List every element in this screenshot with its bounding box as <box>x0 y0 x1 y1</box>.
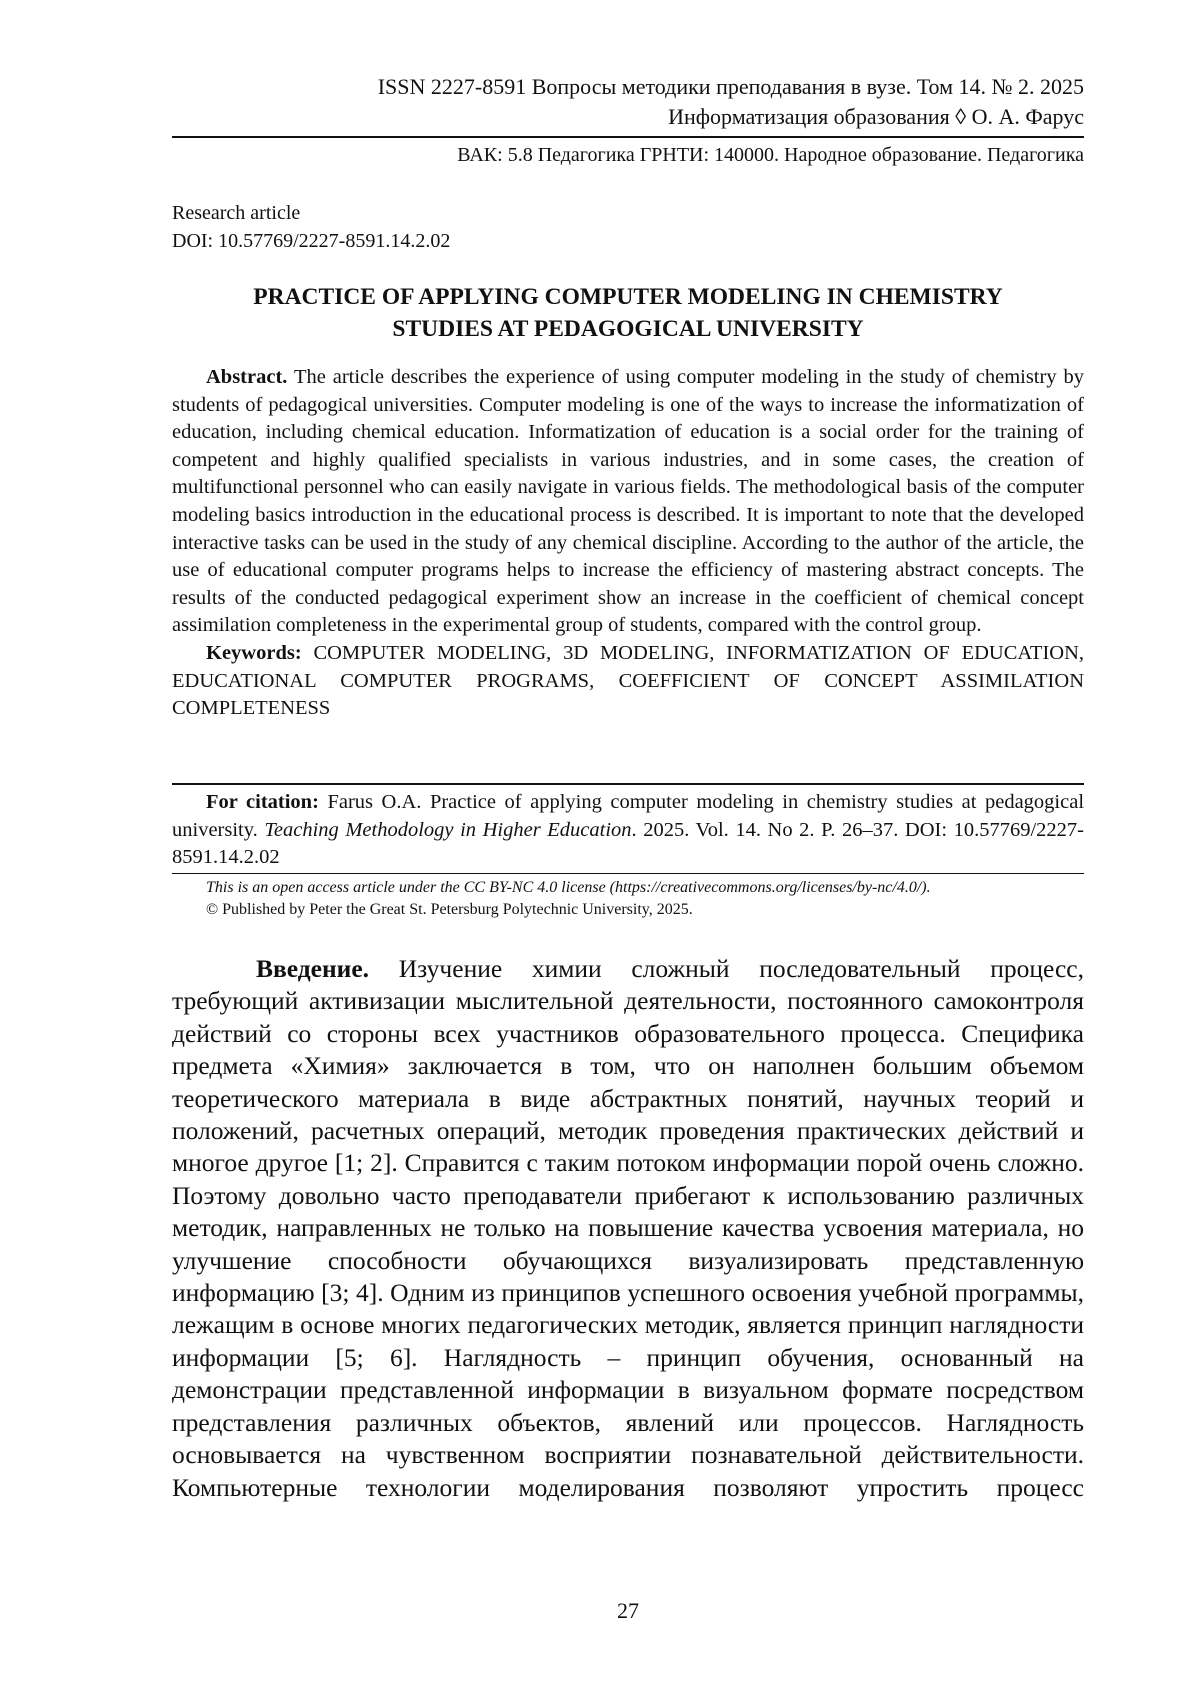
keywords-paragraph <box>172 640 1084 723</box>
citation-details: . 2025. Vol. 14. No 2. P. 26–37. DOI: 10.57769/2227-8591.14.2.02 <box>172 818 1084 869</box>
abstract-paragraph <box>172 364 1084 640</box>
classification-line: ВАК: 5.8 Педагогика ГРНТИ: 140000. Народное образование. Педагогика <box>457 144 1084 166</box>
article-type: Research article <box>172 202 301 224</box>
license-block <box>206 877 1084 921</box>
keywords-rule <box>172 783 1084 785</box>
publisher-line: © Published by Peter the Great St. Petersburg Polytechnic University, 2025. <box>206 901 693 918</box>
section-line: Информатизация образования ◊ О. А. Фарус <box>668 104 1084 129</box>
abstract-block <box>172 364 1084 723</box>
citation-text: Farus O.A. Practice of applying computer modeling in chemistry studies at pedagogical university. <box>172 791 1085 841</box>
abstract-label: Abstract. <box>206 366 288 388</box>
title-line-2: STUDIES AT PEDAGOGICAL UNIVERSITY <box>392 316 864 342</box>
document-page <box>172 0 1084 1698</box>
citation-paragraph <box>172 789 1084 872</box>
header-rule <box>172 136 1084 138</box>
intro-label: Введение. <box>256 954 370 983</box>
article-title <box>172 281 1084 345</box>
intro-paragraph <box>172 953 1084 1504</box>
article-meta <box>172 199 1084 255</box>
body-text <box>172 953 1084 1504</box>
title-line-1: PRACTICE OF APPLYING COMPUTER MODELING IN CHEMISTRY <box>253 284 1003 310</box>
keywords-label: Keywords: <box>206 641 302 664</box>
citation-block <box>172 789 1084 872</box>
citation-rule <box>172 873 1084 874</box>
abstract-text: The article describes the experience of using computer modeling in the study of chemistry by students of pedagogical universities. Computer modeling is one of the ways to increase the informatization of education, including chemical education. Informatization of education is a social order for the training of competent and highly qualified specialists in various industries, and in some cases, the creation of multifunctional personnel who can easily navigate in various fields. The methodological basis of the computer modeling basics introduction in the educational process is described. It is important to note that the developed interactive tasks can be used in the study of any chemical discipline. According to the author of the article, the use of educational computer programs helps to increase the efficiency of mastering abstract concepts. The results of the conducted pedagogical experiment show an increase in the coefficient of chemical concept assimilation completeness in the experimental group of students, compared with the control group. <box>172 366 1084 637</box>
journal-line: ISSN 2227-8591 Вопросы методики преподавания в вузе. Том 14. № 2. 2025 <box>377 74 1084 99</box>
license-line: This is an open access article under the CC BY-NC 4.0 license (https://creativecommons.org/licenses/by-nc/4.0/). <box>206 879 931 896</box>
citation-journal: Teaching Methodology in Higher Education <box>264 818 632 841</box>
page-number: 27 <box>617 1598 639 1623</box>
keywords-text: COMPUTER MODELING, 3D MODELING, INFORMATIZATION OF EDUCATION, EDUCATIONAL COMPUTER PROGRAMS, COEFFICIENT OF CONCEPT ASSIMILATION COMPLETENESS <box>172 641 1085 720</box>
running-header <box>172 72 1084 132</box>
citation-label: For citation: <box>206 791 319 813</box>
article-doi: DOI: 10.57769/2227-8591.14.2.02 <box>172 230 451 252</box>
intro-text: Изучение химии сложный последовательный процесс, требующий активизации мыслительной деятельности, постоянного самоконтроля действий со стороны всех участников образовательного процесса. Специфика предмета «Химия» заключается в том, что он наполнен большим объемом теоретического материала в виде абстрактных понятий, научных теорий и положений, расчетных операций, методик проведения практических действий и многое другое [1; 2]. Справится с таким потоком информации порой очень сложно. Поэтому довольно часто преподаватели прибегают к использованию различных методик, направленных не только на повышение качества усвоения материала, но улучшение способности обучающихся визуализировать представленную информацию [3; 4]. Одним из принципов успешного освоения учебной программы, лежащим в основе многих педагогических методик, является принцип наглядности информации [5; 6]. Наглядность – принцип обучения, основанный на демонстрации представленной информации в визуальном формате посредством представления различных объектов, явлений или процессов. Наглядность основывается на чувственном восприятии познавательной действительности. Компьютерные технологии моделирования позволяют упростить процесс <box>172 954 1084 1502</box>
